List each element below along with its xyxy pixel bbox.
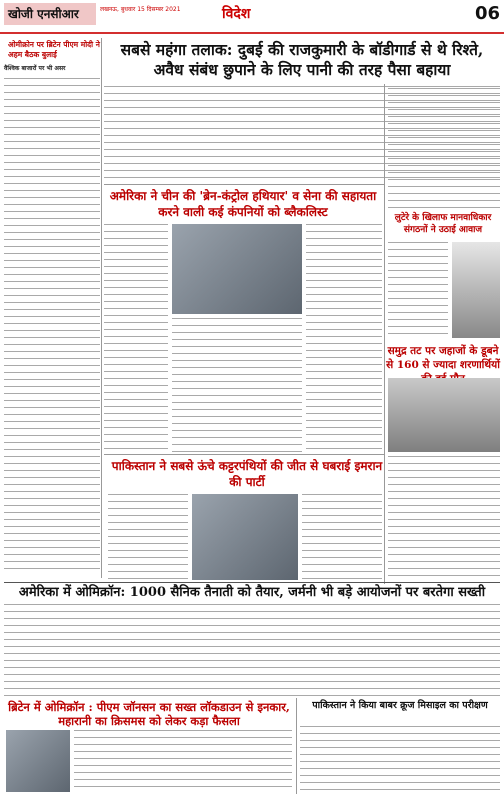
divider-bottom-right: [296, 698, 297, 794]
usa-headline: अमेरिका ने चीन की 'ब्रेन-कंट्रोल हथियार' व सेना की सहायता करने वाली कई कंपनियों को ब्लैकलिस्ट: [109, 189, 377, 219]
pak-missile-lines: [300, 726, 500, 792]
sea-body-lines: [388, 456, 500, 580]
usa-col2-lines: [172, 318, 302, 454]
us-omicron-lines: [4, 604, 500, 696]
pak-col3-lines: [302, 494, 382, 580]
right-mid-lines: [388, 242, 448, 338]
pak-col1-lines: [108, 494, 188, 580]
usa-col3-lines: [306, 224, 382, 454]
britain-headline: ब्रिटेन में ओमिक्रॉन : पीएम जॉनसन का सख्त लॉकडाउन से इनकार, महारानी का क्रिसमस को लेकर कड़ा फैसला: [8, 700, 290, 728]
divider-usa-top: [104, 184, 384, 185]
pak-photo: [192, 494, 298, 580]
pak-missile-headline: पाकिस्तान ने किया बाबर क्रूज मिसाइल का परीक्षण: [312, 700, 488, 711]
section-title: विदेश: [222, 6, 251, 22]
pak-headline: पाकिस्तान ने सबसे ऊंचे कट्टरपंथियों की जीत से घबराई इमरान की पार्टी: [111, 459, 383, 489]
britain-lines: [74, 730, 292, 792]
brand-logo: खोजी एनसीआर: [4, 3, 96, 25]
usa-col1-lines: [104, 224, 168, 454]
right-top-lines: [388, 88, 500, 208]
divider-pak-top: [104, 454, 384, 455]
page-header: [0, 0, 504, 34]
usa-photo: [172, 224, 302, 314]
lead-headline: सबसे महंगा तलाक: दुबई की राजकुमारी के बॉडीगार्ड से थे रिश्ते, अवैध संबंध छुपाने के लिए पानी की तरह पैसा बहाया: [120, 40, 484, 79]
left-column: [4, 38, 100, 578]
date-line: लखनऊ, बुधवार 15 दिसम्बर 2021: [100, 6, 181, 13]
right-photo: [452, 242, 500, 338]
sea-headline: समुद्र तट पर जहाजों के डूबने से 160 से ज्यादा शरणार्थियों: [386, 345, 500, 371]
page-number: 06: [474, 3, 500, 24]
sea-photo: [388, 378, 500, 452]
us-omicron-headline: अमेरिका में ओमिक्रॉन: 1000 सैनिक तैनाती को तैयार, जर्मनी भी बड़े आयोजनों पर बरतेगा सख्ती: [18, 585, 486, 600]
right-headline: लुटेरे के खिलाफ मानवाधिकार संगठनों ने उठाई आवाज: [394, 213, 492, 235]
britain-photo: [6, 730, 70, 792]
left-headline: ओमीक्रोन पर ब्रिटेन पीएम मोदी ने अहम बैठक बुलाई: [8, 40, 100, 59]
left-body-lines: [4, 78, 100, 573]
divider-left: [101, 38, 102, 578]
divider-right: [384, 84, 385, 584]
divider-bottom: [4, 582, 500, 583]
left-subhead: वैश्विक बाजारों पर भी असर: [4, 65, 66, 72]
